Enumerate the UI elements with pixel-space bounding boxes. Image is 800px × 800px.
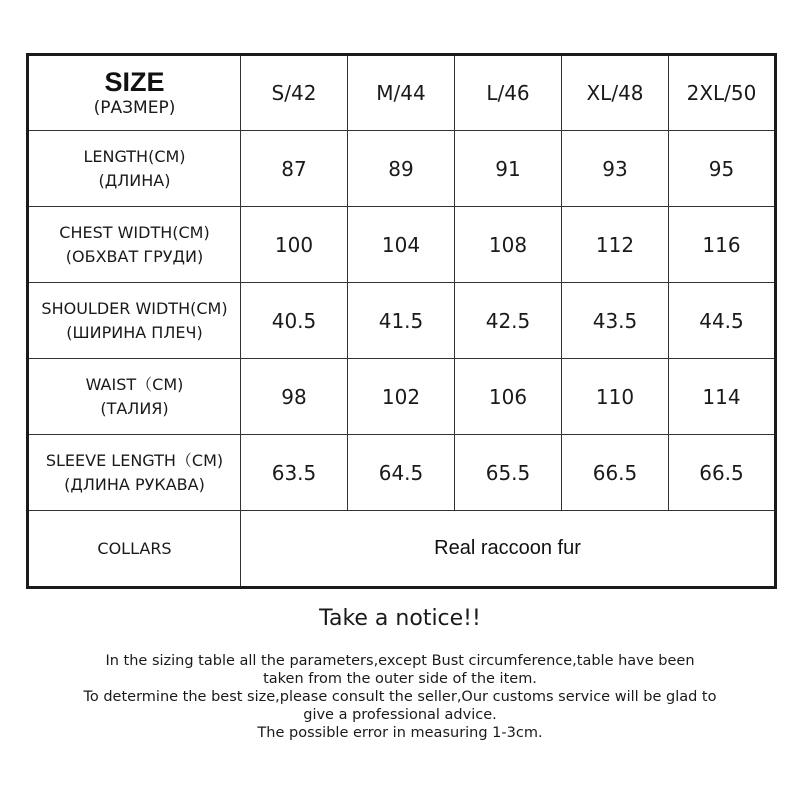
value-cell: 65.5 — [455, 435, 562, 511]
value-cell: 98 — [241, 359, 348, 435]
value-cell: 43.5 — [562, 283, 669, 359]
value-cell: 66.5 — [562, 435, 669, 511]
value-cell: 112 — [562, 207, 669, 283]
value-cell: 102 — [348, 359, 455, 435]
row-label: WAIST（CM) — [85, 374, 184, 394]
row-label-cell — [28, 131, 241, 207]
row-label: SHOULDER WIDTH(CM) — [41, 298, 228, 318]
row-label: SLEEVE LENGTH（CM) — [45, 450, 224, 470]
notice-title: Take a notice!! — [319, 606, 481, 631]
notice-line: To determine the best size,please consult the seller,Our customs service will be glad to — [83, 689, 717, 705]
table-row — [28, 435, 776, 511]
size-heading-ru: (РАЗМЕР) — [93, 98, 176, 118]
size-column-header: L/46 — [455, 55, 562, 131]
size-column-header: XL/48 — [562, 55, 669, 131]
table-row — [28, 359, 776, 435]
value-cell: 40.5 — [241, 283, 348, 359]
value-cell: 42.5 — [455, 283, 562, 359]
value-cell: 100 — [241, 207, 348, 283]
value-cell: 110 — [562, 359, 669, 435]
value-cell: 66.5 — [669, 435, 776, 511]
row-label: LENGTH(CM) — [83, 146, 186, 166]
table-row — [28, 131, 776, 207]
size-chart-table — [26, 53, 777, 589]
value-cell: 108 — [455, 207, 562, 283]
row-label-ru: (ТАЛИЯ) — [100, 398, 169, 418]
header-label-cell — [28, 55, 241, 131]
value-cell: 91 — [455, 131, 562, 207]
table-row — [28, 207, 776, 283]
value-cell: 87 — [241, 131, 348, 207]
notice-line: give a professional advice. — [303, 707, 497, 723]
size-column-header: S/42 — [241, 55, 348, 131]
row-label-ru: (ДЛИНА РУКАВА) — [64, 474, 205, 494]
size-heading: SIZE — [104, 67, 165, 97]
size-column-header: 2XL/50 — [669, 55, 776, 131]
row-label-cell — [28, 207, 241, 283]
value-cell: 64.5 — [348, 435, 455, 511]
collar-value-cell — [241, 511, 776, 588]
notice-text — [20, 652, 780, 742]
value-cell: 95 — [669, 131, 776, 207]
row-label-ru: (ОБХВАТ ГРУДИ) — [65, 246, 204, 266]
row-label-ru: (ШИРИНА ПЛЕЧ) — [66, 322, 203, 342]
value-cell: 114 — [669, 359, 776, 435]
value-cell: 89 — [348, 131, 455, 207]
row-label: CHEST WIDTH(CM) — [59, 222, 210, 242]
value-cell: 116 — [669, 207, 776, 283]
value-cell: 106 — [455, 359, 562, 435]
header-row — [28, 55, 776, 131]
collar-value: Real raccoon fur — [434, 537, 581, 559]
row-label-cell — [28, 511, 241, 588]
notice-line: taken from the outer side of the item. — [263, 671, 537, 687]
table-row — [28, 283, 776, 359]
value-cell: 41.5 — [348, 283, 455, 359]
size-column-header: M/44 — [348, 55, 455, 131]
row-label-ru: (ДЛИНА) — [98, 170, 171, 190]
notice-line: In the sizing table all the parameters,except Bust circumference,table have been — [105, 653, 695, 669]
notice-line: The possible error in measuring 1-3cm. — [257, 725, 543, 741]
value-cell: 63.5 — [241, 435, 348, 511]
value-cell: 104 — [348, 207, 455, 283]
row-label-cell — [28, 435, 241, 511]
value-cell: 44.5 — [669, 283, 776, 359]
collar-row — [28, 511, 776, 588]
row-label-cell — [28, 283, 241, 359]
value-cell: 93 — [562, 131, 669, 207]
row-label-cell — [28, 359, 241, 435]
collar-label: COLLARS — [97, 538, 172, 558]
